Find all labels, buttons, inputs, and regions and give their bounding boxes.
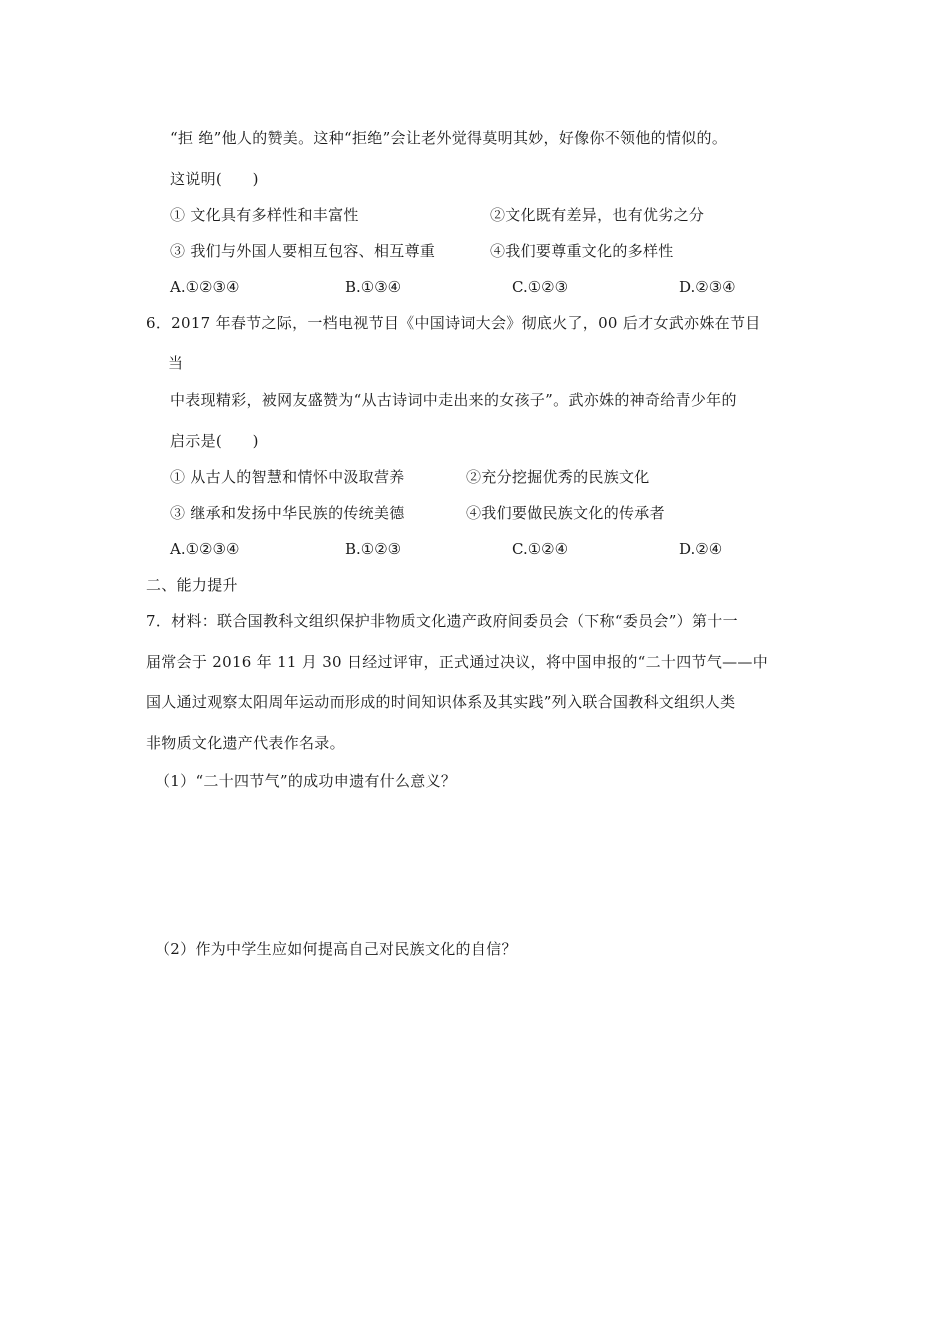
- q5-option-a: A.①②③④: [170, 278, 240, 296]
- q6-option-a: A.①②③④: [170, 540, 240, 558]
- q7-text-line-3: 国人通过观察太阳周年运动而形成的时间知识体系及其实践”列入联合国教科文组织人类: [146, 693, 736, 711]
- q7-text-line-2: 届常会于 2016 年 11 月 30 日经过评审，正式通过决议，将中国申报的“二十四节气——中: [146, 653, 769, 671]
- q6-text-line-1: 6．2017 年春节之际，一档电视节目《中国诗词大会》彻底火了，00 后才女武亦姝在节目: [146, 314, 761, 332]
- q7-text-line-1: 7．材料：联合国教科文组织保护非物质文化遗产政府间委员会（下称“委员会”）第十一: [146, 612, 738, 630]
- q6-option-d: D.②④: [679, 540, 723, 558]
- q6-option-b: B.①②③: [345, 540, 402, 558]
- q5-text-line-2: 这说明( ): [170, 170, 259, 188]
- q5-statement-1: ① 文化具有多样性和丰富性: [170, 206, 359, 224]
- q5-option-c: C.①②③: [512, 278, 569, 296]
- section-heading: 二、能力提升: [146, 576, 238, 594]
- q6-statement-2: ②充分挖掘优秀的民族文化: [466, 468, 650, 486]
- q6-statement-3: ③ 继承和发扬中华民族的传统美德: [170, 504, 405, 522]
- q6-statement-4: ④我们要做民族文化的传承者: [466, 504, 665, 522]
- q6-text-line-2: 当: [168, 354, 184, 372]
- q6-option-c: C.①②④: [512, 540, 569, 558]
- q7-subquestion-1: （1）“二十四节气”的成功申遗有什么意义？: [155, 772, 457, 790]
- q5-text-line-1: “拒 绝”他人的赞美。这种“拒绝”会让老外觉得莫明其妙，好像你不领他的情似的。: [170, 129, 728, 147]
- q5-statement-3: ③ 我们与外国人要相互包容、相互尊重: [170, 242, 436, 260]
- q6-statement-1: ① 从古人的智慧和情怀中汲取营养: [170, 468, 405, 486]
- q5-statement-2: ②文化既有差异，也有优劣之分: [490, 206, 705, 224]
- q7-text-line-4: 非物质文化遗产代表作名录。: [146, 734, 345, 752]
- q6-text-line-4: 启示是( ): [170, 432, 259, 450]
- q5-option-b: B.①③④: [345, 278, 402, 296]
- q5-statement-4: ④我们要尊重文化的多样性: [490, 242, 674, 260]
- q7-subquestion-2: （2）作为中学生应如何提高自己对民族文化的自信？: [155, 940, 517, 958]
- q5-option-d: D.②③④: [679, 278, 736, 296]
- q6-text-line-3: 中表现精彩，被网友盛赞为“从古诗词中走出来的女孩子”。武亦姝的神奇给青少年的: [170, 391, 737, 409]
